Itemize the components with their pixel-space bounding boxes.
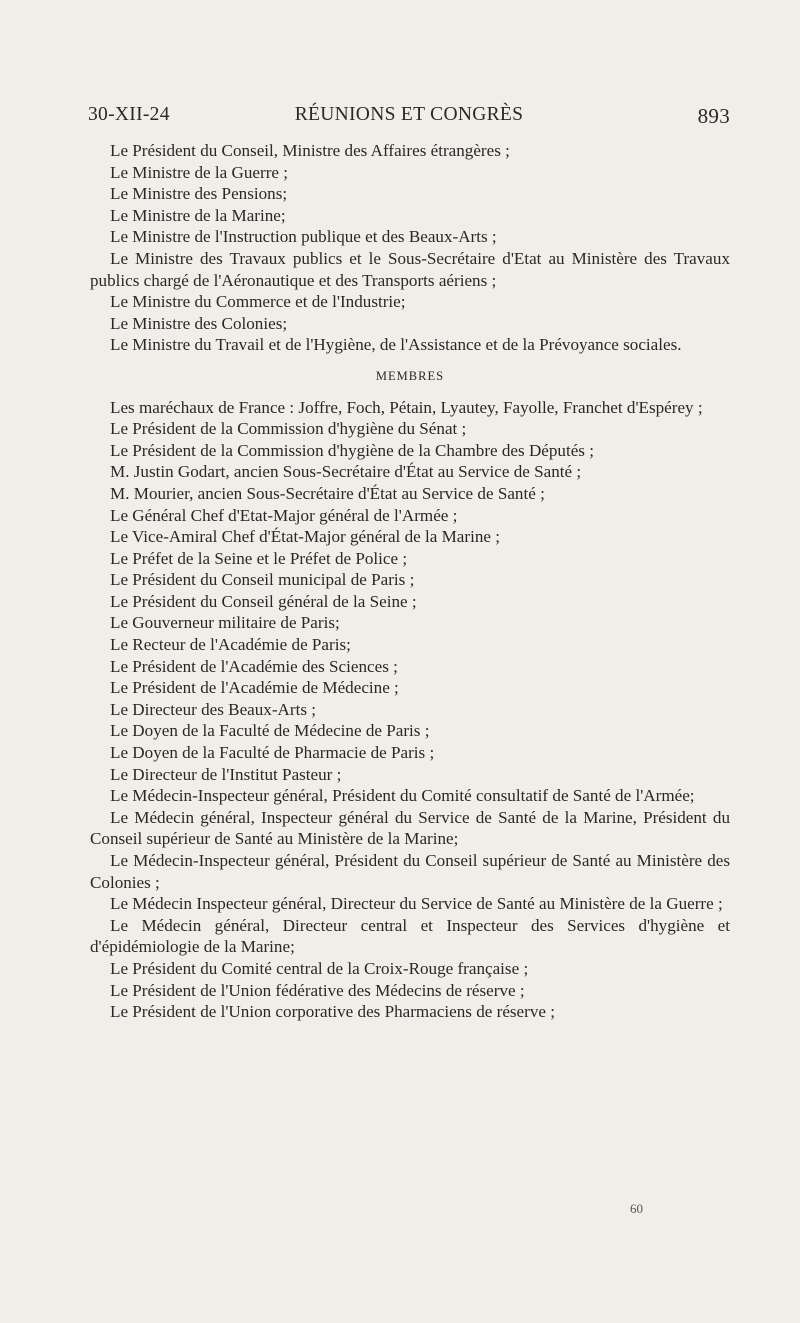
member-item: Le Recteur de l'Académie de Paris; (110, 635, 351, 655)
member-item: Le Général Chef d'Etat-Major général de l'Armée ; (110, 505, 458, 525)
list-item: Le Ministre des Travaux publics et le Sous-Secrétaire d'Etat au Ministère des Travaux publics chargé de l'Aéronautique et des Transports aériens ; (90, 248, 730, 290)
member-item: M. Justin Godart, ancien Sous-Secrétaire d'État au Service de Santé ; (110, 462, 582, 482)
member-item: Le Médecin Inspecteur général, Directeur du Service de Santé au Ministère de la Guerre ; (110, 894, 723, 914)
member-item: Le Gouverneur militaire de Paris; (110, 613, 340, 633)
member-item: Le Président de la Commission d'hygiène de la Chambre des Députés ; (110, 440, 594, 460)
list-item: Le Ministre du Commerce et de l'Industrie; (110, 292, 406, 312)
signature-mark: 60 (630, 1201, 643, 1216)
list-item: Le Ministre de la Marine; (110, 205, 286, 225)
running-header (88, 104, 730, 134)
member-item: Le Président de l'Union corporative des Pharmaciens de réserve ; (110, 1002, 555, 1022)
list-item: Le Ministre des Colonies; (110, 313, 288, 333)
page-body (90, 140, 730, 1023)
member-item: Le Président de l'Académie des Sciences ; (110, 656, 398, 676)
member-item: Le Préfet de la Seine et le Préfet de Police ; (110, 548, 408, 568)
header-date: 30-XII-24 (88, 104, 170, 125)
list-item: Le Ministre du Travail et de l'Hygiène, de l'Assistance et de la Prévoyance sociales. (110, 335, 682, 355)
member-item: Le Directeur de l'Institut Pasteur ; (110, 764, 342, 784)
member-item: Le Président de l'Académie de Médecine ; (110, 678, 399, 698)
member-item: Le Médecin-Inspecteur général, Président du Comité consultatif de Santé de l'Armée; (110, 786, 695, 806)
list-item: Le Ministre des Pensions; (110, 184, 288, 204)
member-item: Le Président de l'Union fédérative des Médecins de réserve ; (110, 980, 525, 1000)
member-item: Le Président de la Commission d'hygiène du Sénat ; (110, 419, 467, 439)
member-item: Le Président du Comité central de la Croix-Rouge française ; (110, 958, 529, 978)
page-number: 893 (697, 104, 730, 128)
header-title: RÉUNIONS ET CONGRÈS (294, 104, 524, 125)
member-item: Le Médecin-Inspecteur général, Président du Conseil supérieur de Santé au Ministère des Colonies ; (90, 851, 730, 892)
member-item: Le Doyen de la Faculté de Médecine de Paris ; (110, 721, 430, 741)
member-item: Le Médecin général, Inspecteur général du Service de Santé de la Marine, Président du Conseil supérieur de Santé au Ministère de la Marine; (90, 807, 730, 849)
member-item: Le Président du Conseil général de la Seine ; (110, 591, 417, 611)
member-item: Les maréchaux de France : Joffre, Foch, Pétain, Lyautey, Fayolle, Franchet d'Espérey ; (110, 397, 703, 417)
list-item: Le Ministre de l'Instruction publique et des Beaux-Arts ; (110, 227, 497, 247)
member-item: M. Mourier, ancien Sous-Secrétaire d'État au Service de Santé ; (110, 483, 545, 503)
member-item: Le Président du Conseil municipal de Paris ; (110, 570, 415, 590)
list-item: Le Ministre de la Guerre ; (110, 162, 288, 182)
member-item: Le Directeur des Beaux-Arts ; (110, 699, 316, 719)
member-item: Le Vice-Amiral Chef d'État-Major général de la Marine ; (110, 527, 500, 547)
section-heading: MEMBRES (375, 368, 445, 383)
member-item: Le Médecin général, Directeur central et Inspecteur des Services d'hygiène et d'épidémiologie de la Marine; (90, 915, 730, 957)
member-item: Le Doyen de la Faculté de Pharmacie de Paris ; (110, 743, 435, 763)
list-item: Le Président du Conseil, Ministre des Affaires étrangères ; (110, 141, 510, 160)
